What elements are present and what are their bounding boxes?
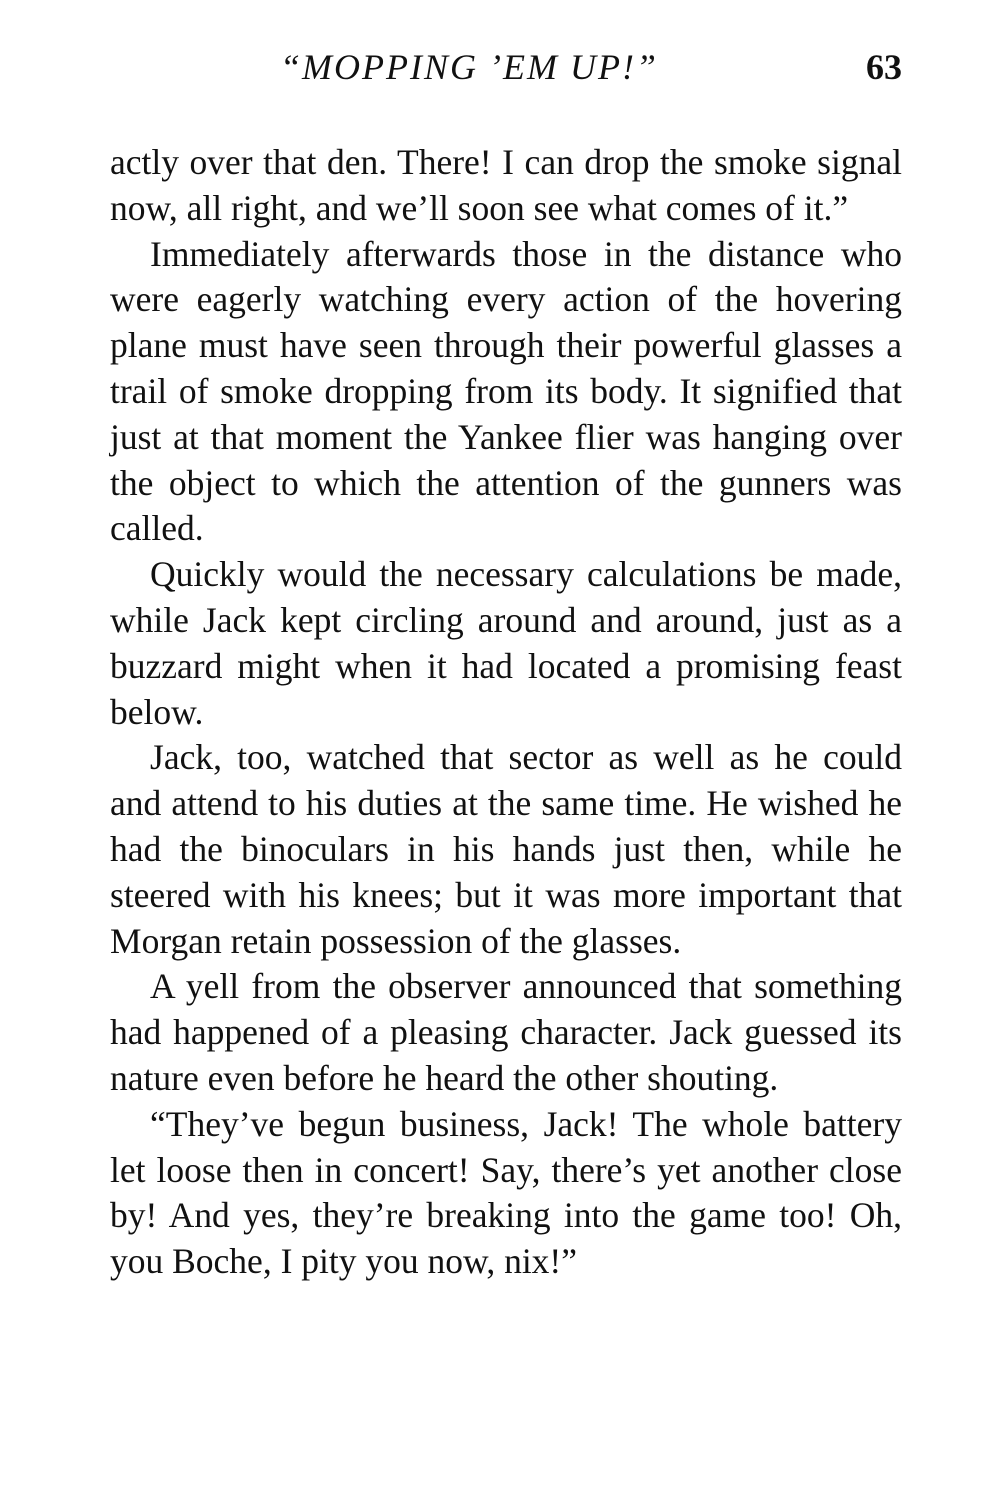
page-number: 63 bbox=[866, 47, 902, 87]
book-page bbox=[110, 40, 902, 1285]
running-title: “MOPPING ’EM UP!” bbox=[280, 47, 658, 87]
running-head bbox=[110, 40, 902, 98]
body-text bbox=[110, 140, 902, 1285]
paragraph: Quickly would the necessary calculations be made, while Jack kept circling around and around, just as a buzzard might when it had located a promising feast below. bbox=[110, 554, 902, 732]
paragraph: “They’ve begun business, Jack! The whole battery let loose then in concert! Say, there’s yet another close by! And yes, they’re breaking into the game too! Oh, you Boche, I pity you now, nix!” bbox=[110, 1103, 902, 1282]
paragraph: actly over that den. There! I can drop the smoke signal now, all right, and we’ll soon see what comes of it.” bbox=[110, 142, 902, 228]
paragraph: Jack, too, watched that sector as well as he could and attend to his duties at the same time. He wished he had the binoculars in his hands just then, while he steered with his knees; but it was more important that Morgan retain possession of the glasses. bbox=[110, 737, 902, 961]
paragraph: A yell from the observer announced that something had happened of a pleasing character. Jack guessed its nature even before he heard the other shouting. bbox=[110, 966, 902, 1098]
paragraph: Immediately afterwards those in the distance who were eagerly watching every action of the hovering plane must have seen through their powerful glasses a trail of smoke dropping from its body. It signified that just at that moment the Yankee flier was hanging over the object to which the attention of the gunners was called. bbox=[110, 233, 902, 549]
